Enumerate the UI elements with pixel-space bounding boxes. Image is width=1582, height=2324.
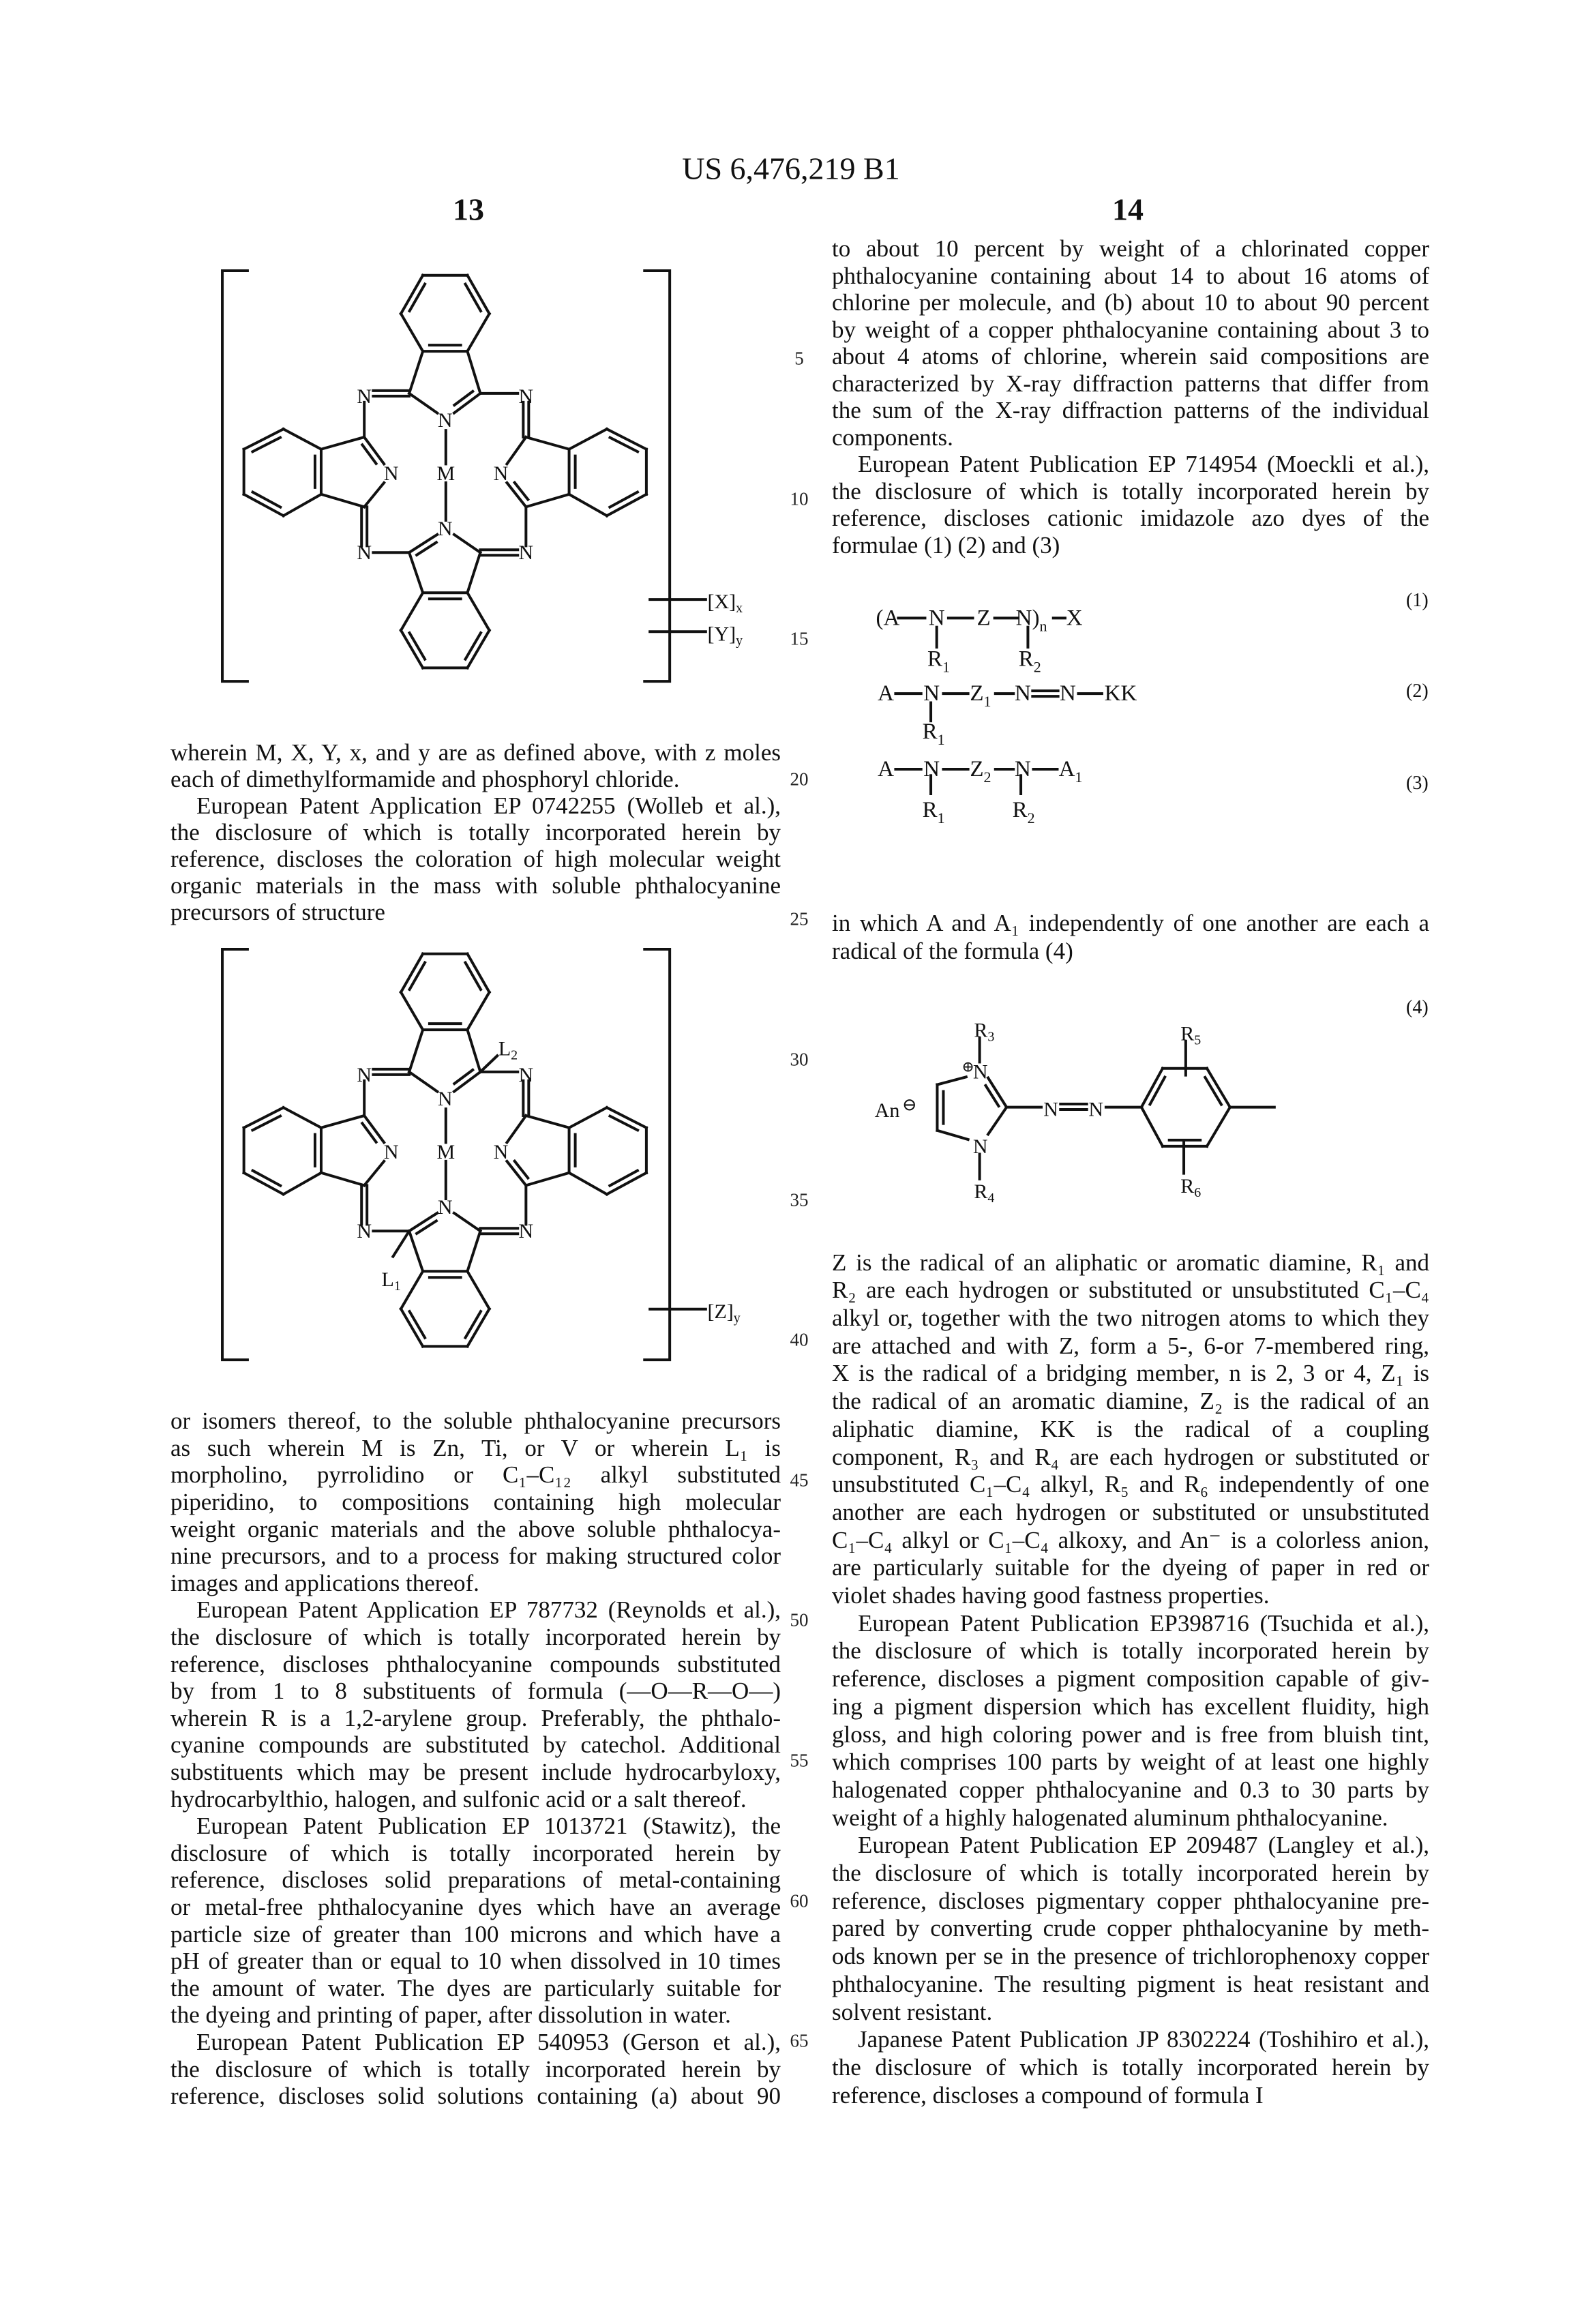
line-number: 45 xyxy=(790,1470,809,1491)
text-line: wherein R is a 1,2-arylene group. Preferably, the phthalo- xyxy=(170,1705,781,1732)
formula-3-atom-text: N xyxy=(923,757,940,781)
nitrogen-atom-label xyxy=(357,541,372,564)
double-bond-inner xyxy=(410,284,426,311)
text-line: by weight of a copper phthalocyanine containing about 3 to xyxy=(832,316,1429,344)
single-bond xyxy=(401,593,423,630)
formula-3-atom-text: A xyxy=(878,757,894,781)
text-line: alkyl or, together with the two nitrogen atoms to which they xyxy=(832,1305,1429,1332)
nitrogen-atom-label xyxy=(519,385,534,407)
text-line: reference, discloses solid solutions containing (a) about 90 xyxy=(170,2083,781,2110)
double-bond-inner xyxy=(362,1123,376,1142)
nitrogen-atom-label-text: N xyxy=(519,1220,534,1242)
formula-1-atom-text: (A xyxy=(876,606,900,630)
text-line: formulae (1) (2) and (3) xyxy=(832,532,1429,559)
single-bond xyxy=(467,552,480,593)
text-line: Z is the radical of an aliphatic or aromatic diamine, R₁ and xyxy=(832,1249,1429,1277)
double-bond-inner xyxy=(1150,1077,1165,1105)
formula-1-atom-text: N xyxy=(929,606,945,630)
nitrogen-atom-label xyxy=(519,541,534,564)
formula-3-atom-text: A xyxy=(1059,757,1075,781)
double-bond-inner xyxy=(454,391,473,405)
single-bond xyxy=(321,437,364,449)
text-line: the sum of the X-ray diffraction patterns of the individual xyxy=(832,397,1429,424)
formula-3-atom-text: Z xyxy=(970,757,983,781)
text-line: the disclosure of which is totally incorporated herein by xyxy=(832,1637,1429,1665)
formula-4-atom xyxy=(1088,1098,1103,1120)
metal-atom-label xyxy=(436,1141,455,1163)
text-line: nine precursors, and to a process for making structured color xyxy=(170,1543,781,1570)
text-line: Japanese Patent Publication JP 8302224 (Toshihiro et al.), xyxy=(858,2026,1429,2054)
single-bond xyxy=(454,1213,480,1231)
formula-1-atom xyxy=(1016,606,1047,634)
substituent-label xyxy=(707,1300,740,1326)
double-bond-inner xyxy=(465,284,481,311)
text-line: about 4 atoms of chlorine, wherein said compositions are xyxy=(832,343,1429,370)
line-number: 25 xyxy=(790,909,809,930)
substituent-label-text: [Y] xyxy=(707,623,736,645)
line-number: 65 xyxy=(790,2031,809,2052)
formula-4-atom xyxy=(902,1094,917,1114)
nitrogen-atom-label-text: N xyxy=(357,1220,372,1242)
formula-3-atom-subscript: 2 xyxy=(1028,809,1035,826)
text-line: chlorine per molecule, and (b) about 10 to about 90 percent xyxy=(832,289,1429,316)
formula-3-atom xyxy=(923,798,945,826)
formula-3-number: (3) xyxy=(1406,773,1429,794)
single-bond xyxy=(526,494,569,507)
formula-2-atom-text: Z xyxy=(970,681,983,706)
nitrogen-atom-label xyxy=(384,1141,399,1163)
single-bond xyxy=(467,1030,480,1072)
formula-4-atom-text: R xyxy=(1180,1022,1194,1045)
ligand-label-text: L xyxy=(382,1268,394,1291)
text-line: ods known per se in the presence of trichlorophenoxy copper xyxy=(832,1943,1429,1971)
line-number: 40 xyxy=(790,1330,809,1351)
text-line: reference, discloses a pigment composition capable of giv- xyxy=(832,1665,1429,1693)
substituent-label-text: [Z] xyxy=(707,1300,733,1322)
nitrogen-atom-label-text: N xyxy=(438,409,453,432)
single-bond xyxy=(988,1107,1006,1135)
nitrogen-atom-label-text: N xyxy=(357,385,372,407)
formula-2-atom-text: A xyxy=(878,681,894,706)
double-bond-inner xyxy=(410,633,426,659)
formula-1-atom xyxy=(927,646,950,675)
formula-2-atom xyxy=(970,681,991,710)
single-bond xyxy=(321,1173,364,1185)
text-line: each of dimethylformamide and phosphoryl chloride. xyxy=(170,766,781,792)
double-bond-inner xyxy=(985,1086,998,1106)
double-bond-inner xyxy=(610,438,638,452)
formula-2-atom-text: KK xyxy=(1105,681,1137,706)
double-bond-inner xyxy=(252,1116,280,1131)
text-line: ing a pigment dispersion which has excellent fluidity, high xyxy=(832,1693,1429,1721)
text-line: precursors of structure xyxy=(170,899,781,925)
text-line: European Patent Publication EP398716 (Tsuchida et al.), xyxy=(858,1610,1429,1638)
single-bond xyxy=(284,429,321,449)
formula-4-atom-text: ⊖ xyxy=(902,1094,917,1114)
formula-4-number: (4) xyxy=(1406,997,1429,1019)
single-bond xyxy=(467,351,480,393)
single-bond xyxy=(321,494,364,507)
substituent-label xyxy=(707,623,743,649)
text-line: aliphatic diamine, KK is the radical of a coupling xyxy=(832,1416,1429,1444)
nitrogen-atom-label-text: N xyxy=(438,517,453,539)
single-bond xyxy=(569,1173,607,1194)
nitrogen-atom-label xyxy=(519,1063,534,1086)
text-line: European Patent Publication EP 1013721 (Stawitz), the xyxy=(196,1813,781,1840)
single-bond xyxy=(569,494,607,516)
formula-4-atom xyxy=(1043,1098,1058,1120)
substituent-label xyxy=(707,591,743,616)
formula-3-atom xyxy=(970,757,991,786)
formula-2-atom-text: N xyxy=(1015,681,1031,706)
nitrogen-atom-label xyxy=(438,1195,453,1218)
line-number: 20 xyxy=(790,769,809,790)
formula-2-atom-text: R xyxy=(923,719,938,744)
double-bond-inner xyxy=(410,963,426,989)
formula-3-atom xyxy=(1059,757,1083,786)
text-line: the dyeing and printing of paper, after dissolution in water. xyxy=(170,2001,781,2029)
formula-2-atom-text: N xyxy=(923,681,940,706)
nitrogen-atom-label xyxy=(357,385,372,407)
single-bond xyxy=(401,1271,423,1309)
single-bond xyxy=(569,429,607,449)
nitrogen-atom-label-text: N xyxy=(384,462,399,485)
text-line: solvent resistant. xyxy=(832,1999,1429,2027)
formula-3-atom-text: R xyxy=(923,798,938,822)
substituent-label-subscript: x xyxy=(736,601,743,616)
text-line: wherein M, X, Y, x, and y are as defined above, with z moles xyxy=(170,739,781,766)
formula-1-atom-subscript: 2 xyxy=(1034,658,1041,675)
formula-4-atom-text: An xyxy=(875,1099,900,1121)
single-bond xyxy=(401,992,423,1030)
nitrogen-atom-label xyxy=(438,517,453,539)
single-bond xyxy=(454,535,480,552)
text-line: the disclosure of which is totally incorporated herein by xyxy=(170,1624,781,1651)
text-line: cyanine compounds are substituted by catechol. Additional xyxy=(170,1731,781,1759)
nitrogen-atom-label-text: N xyxy=(384,1141,399,1163)
formula-4-atom xyxy=(1180,1174,1201,1200)
text-line: weight of a highly halogenated aluminum phthalocyanine. xyxy=(832,1804,1429,1832)
double-bond-inner xyxy=(362,445,376,464)
formula-1-atom xyxy=(1019,646,1041,675)
double-bond-inner xyxy=(610,1116,638,1131)
ligand-label xyxy=(382,1268,401,1294)
line-number: 15 xyxy=(790,629,809,650)
single-bond xyxy=(364,483,384,507)
text-line: the amount of water. The dyes are particularly suitable for xyxy=(170,1975,781,2002)
right-bracket xyxy=(644,949,670,1360)
double-bond-inner xyxy=(410,1311,426,1338)
single-bond xyxy=(321,1116,364,1128)
single-bond xyxy=(526,1173,569,1185)
nitrogen-atom-label-text: N xyxy=(438,1195,453,1218)
text-line: R₂ are each hydrogen or substituted or unsubstituted C₁–C₄ xyxy=(832,1277,1429,1305)
metal-atom-label-text: M xyxy=(436,1141,455,1163)
text-line: to about 10 percent by weight of a chlorinated copper xyxy=(832,235,1429,263)
nitrogen-atom-label xyxy=(494,462,509,485)
line-number: 60 xyxy=(790,1890,809,1911)
single-bond xyxy=(569,1107,607,1128)
formula-3-atom-subscript: 2 xyxy=(984,768,991,785)
single-bond xyxy=(409,393,437,413)
double-bond-inner xyxy=(465,1311,481,1338)
formula-4-atom-text: N xyxy=(1088,1098,1103,1120)
text-line: phthalocyanine containing about 14 to about 16 atoms of xyxy=(832,263,1429,290)
double-bond-inner xyxy=(465,963,481,989)
formula-4-atom-text: R xyxy=(1180,1174,1194,1197)
single-bond xyxy=(401,314,423,351)
line-number: 10 xyxy=(790,488,809,509)
text-line: reference, discloses a compound of formula I xyxy=(832,2082,1429,2110)
metal-atom-label xyxy=(436,462,455,485)
single-bond xyxy=(284,494,321,516)
text-line: reference, discloses the coloration of high molecular weight xyxy=(170,846,781,872)
text-line: the disclosure of which is totally incorporated herein by xyxy=(832,478,1429,505)
formula-4-atom-text: N xyxy=(973,1060,988,1083)
double-bond-inner xyxy=(610,492,638,507)
formula-4-atom xyxy=(875,1099,900,1121)
formula-3-atom xyxy=(1015,757,1031,781)
nitrogen-atom-label xyxy=(384,462,399,485)
right-column-number: 14 xyxy=(1112,192,1144,228)
single-bond xyxy=(467,1271,489,1309)
double-bond-inner xyxy=(610,1171,638,1186)
text-line: organic materials in the mass with soluble phthalocyanine xyxy=(170,872,781,899)
text-line: pH of greater than or equal to 10 when dissolved in 10 times xyxy=(170,1948,781,1975)
text-line: phthalocyanine. The resulting pigment is heat resistant and xyxy=(832,1971,1429,1999)
text-line: unsubstituted C₁–C₄ alkyl, R₅ and R₆ independently of one xyxy=(832,1471,1429,1499)
nitrogen-atom-label-text: N xyxy=(494,462,509,485)
text-line: European Patent Application EP 787732 (Reynolds et al.), xyxy=(196,1596,781,1624)
single-bond xyxy=(526,1116,569,1128)
nitrogen-atom-label-text: N xyxy=(519,385,534,407)
nitrogen-atom-label-text: N xyxy=(438,1088,453,1110)
patent-page xyxy=(0,0,1582,2324)
formula-4-atom-text: R xyxy=(974,1180,987,1203)
formula-1-atom-text: Z xyxy=(976,606,990,630)
double-bond-inner xyxy=(253,1171,281,1186)
text-line: or isomers thereof, to the soluble phthalocyanine precursors xyxy=(170,1407,781,1435)
text-line: component, R₃ and R₄ are each hydrogen or substituted or xyxy=(832,1444,1429,1472)
nitrogen-atom-label xyxy=(494,1141,509,1163)
formula-4-atom-text: N xyxy=(1043,1098,1058,1120)
text-line: European Patent Application EP 0742255 (Wolleb et al.), xyxy=(196,792,781,819)
nitrogen-atom-label-text: N xyxy=(519,541,534,564)
single-bond xyxy=(1207,1107,1230,1146)
single-bond xyxy=(409,552,423,593)
formula-1-atom-text: R xyxy=(927,646,942,671)
formula-2-atom xyxy=(878,681,894,706)
text-line: the disclosure of which is totally incorporated herein by xyxy=(170,819,781,846)
formula-1-atom-text: N) xyxy=(1016,606,1040,630)
nitrogen-atom-label xyxy=(438,1088,453,1110)
nitrogen-atom-label xyxy=(438,409,453,432)
single-bond xyxy=(467,1231,480,1271)
ligand-bond xyxy=(393,1231,409,1256)
double-bond-inner xyxy=(454,1070,473,1084)
formula-4-atom-subscript: 6 xyxy=(1194,1185,1201,1200)
line-number: 35 xyxy=(790,1189,809,1210)
text-line: the disclosure of which is totally incorporated herein by xyxy=(170,2056,781,2083)
single-bond xyxy=(284,1173,321,1194)
text-line: or metal-free phthalocyanine dyes which have an average xyxy=(170,1894,781,1921)
text-line: the radical of an aromatic diamine, Z₂ is the radical of an xyxy=(832,1388,1429,1416)
nitrogen-atom-label xyxy=(357,1220,372,1242)
text-line: are particularly suitable for the dyeing of paper in red or xyxy=(832,1554,1429,1582)
single-bond xyxy=(467,593,489,630)
formula-2-atom-subscript: 1 xyxy=(984,693,991,710)
ligand-label xyxy=(498,1037,518,1063)
formula-4-atom xyxy=(974,1180,994,1206)
formula-1-atom-text: X xyxy=(1066,606,1083,630)
double-bond-inner xyxy=(252,438,280,452)
formula-4-atom-subscript: 4 xyxy=(987,1191,994,1206)
formula-1-atom xyxy=(976,606,990,630)
formula-3-atom-subscript: 1 xyxy=(938,809,945,826)
left-column-number: 13 xyxy=(453,192,484,228)
formula-4-atom-subscript: 5 xyxy=(1194,1032,1201,1047)
text-line: radical of the formula (4) xyxy=(832,937,1429,965)
formula-3-atom-text: R xyxy=(1013,798,1028,822)
formula-4-atom-text: N xyxy=(973,1135,988,1157)
ligand-bond xyxy=(480,1056,497,1072)
formula-2-atom xyxy=(1060,681,1076,706)
text-line: by from 1 to 8 substituents of formula (—O—R—O—) xyxy=(170,1678,781,1705)
nitrogen-atom-label-text: N xyxy=(494,1141,509,1163)
text-line: violet shades having good fastness properties. xyxy=(832,1582,1429,1610)
formula-2-atom-text: N xyxy=(1060,681,1076,706)
single-bond xyxy=(409,1231,423,1271)
text-line: morpholino, pyrrolidino or C₁–C₁₂ alkyl substituted xyxy=(170,1461,781,1489)
nitrogen-atom-label-text: N xyxy=(519,1063,534,1086)
nitrogen-atom-label-text: N xyxy=(357,1063,372,1086)
text-line: the disclosure of which is totally incorporated herein by xyxy=(832,1860,1429,1888)
text-line: weight organic materials and the above soluble phthalocya- xyxy=(170,1516,781,1543)
line-number: 50 xyxy=(790,1610,809,1631)
text-line: are attached and with Z, form a 5-, 6-or 7-membered ring, xyxy=(832,1332,1429,1360)
single-bond xyxy=(1141,1107,1163,1146)
ligand-label-subscript: 1 xyxy=(394,1279,401,1294)
text-line: particle size of greater than 100 microns and which have a xyxy=(170,1921,781,1948)
formula-1-atom-subscript: 1 xyxy=(942,658,950,675)
nitrogen-atom-label xyxy=(357,1063,372,1086)
text-line: components. xyxy=(832,424,1429,451)
formula-4-atom xyxy=(973,1060,988,1083)
formula-2-number: (2) xyxy=(1406,681,1429,702)
chemical-structures xyxy=(0,0,1582,2324)
substituent-label-subscript: y xyxy=(736,633,743,648)
single-bond xyxy=(937,1077,966,1084)
formula-3-atom-subscript: 1 xyxy=(1075,768,1082,785)
single-bond xyxy=(409,1030,423,1072)
text-line: another are each hydrogen or substituted or unsubstituted xyxy=(832,1499,1429,1527)
formula-1-number: (1) xyxy=(1406,590,1429,612)
formula-1-atom-subscript: n xyxy=(1040,617,1047,634)
single-bond xyxy=(507,1116,526,1142)
formula-2-atom xyxy=(923,719,945,748)
text-line: reference, discloses pigmentary copper phthalocyanine pre- xyxy=(832,1888,1429,1916)
line-number: 30 xyxy=(790,1049,809,1071)
single-bond xyxy=(507,437,526,464)
formula-2-atom-subscript: 1 xyxy=(938,731,945,748)
formula-4-atom-text: R xyxy=(974,1019,987,1041)
formula-3-atom xyxy=(1013,798,1035,826)
text-line: images and applications thereof. xyxy=(170,1570,781,1597)
text-line: characterized by X-ray diffraction patterns that differ from xyxy=(832,370,1429,398)
single-bond xyxy=(284,1107,321,1128)
text-line: as such wherein M is Zn, Ti, or V or wherein L₁ is xyxy=(170,1435,781,1462)
single-bond xyxy=(467,992,489,1030)
text-line: European Patent Publication EP 540953 (Gerson et al.), xyxy=(196,2029,781,2056)
text-line: reference, discloses solid preparations of metal-containing xyxy=(170,1866,781,1894)
text-line: piperidino, to compositions containing high molecular xyxy=(170,1489,781,1516)
line-number: 55 xyxy=(790,1751,809,1772)
substituent-label-subscript: y xyxy=(734,1311,741,1326)
metal-atom-label-text: M xyxy=(436,462,455,485)
nitrogen-atom-label-text: N xyxy=(357,541,372,564)
formula-2-atom xyxy=(1105,681,1137,706)
ligand-label-text: L xyxy=(498,1037,511,1060)
text-line: X is the radical of a bridging member, n is 2, 3 or 4, Z₁ is xyxy=(832,1360,1429,1388)
text-line: gloss, and high coloring power and is free from bluish tint, xyxy=(832,1721,1429,1749)
patent-number: US 6,476,219 B1 xyxy=(682,151,899,187)
formula-3-atom xyxy=(878,757,894,781)
substituent-label-text: [X] xyxy=(707,591,736,613)
text-line: reference, discloses phthalocyanine compounds substituted xyxy=(170,1651,781,1678)
text-line: substituents which may be present include hydrocarbyloxy, xyxy=(170,1759,781,1786)
ligand-label-subscript: 2 xyxy=(511,1048,518,1063)
formula-1-atom-text: R xyxy=(1019,646,1034,671)
formula-4-atom-text: ⊕ xyxy=(961,1058,974,1075)
double-bond-inner xyxy=(465,633,481,659)
single-bond xyxy=(937,1131,968,1139)
text-line: which comprises 100 parts by weight of at least one highly xyxy=(832,1748,1429,1776)
text-line: disclosure of which is totally incorporated herein by xyxy=(170,1840,781,1867)
single-bond xyxy=(409,351,423,393)
single-bond xyxy=(526,437,569,449)
right-bracket xyxy=(644,271,670,681)
text-line: European Patent Publication EP 714954 (Moeckli et al.), xyxy=(858,451,1429,478)
nitrogen-atom-label xyxy=(519,1220,534,1242)
text-line: the disclosure of which is totally incorporated herein by xyxy=(832,2054,1429,2082)
formula-1-atom xyxy=(876,606,900,630)
formula-2-atom xyxy=(1015,681,1031,706)
formula-4-atom xyxy=(974,1019,994,1045)
single-bond xyxy=(364,1161,384,1185)
formula-4-atom-subscript: 3 xyxy=(987,1029,994,1044)
text-line: C₁–C₄ alkyl or C₁–C₄ alkoxy, and An⁻ is a colorless anion, xyxy=(832,1527,1429,1555)
formula-1-atom xyxy=(1066,606,1083,630)
formula-3-atom-text: N xyxy=(1015,757,1031,781)
text-line: European Patent Publication EP 209487 (Langley et al.), xyxy=(858,1832,1429,1860)
single-bond xyxy=(409,1072,437,1092)
text-line: in which A and A₁ independently of one another are each a xyxy=(832,909,1429,937)
single-bond xyxy=(467,314,489,351)
text-line: halogenated copper phthalocyanine and 0.3 to 30 parts by xyxy=(832,1776,1429,1804)
double-bond-inner xyxy=(253,492,281,507)
formula-4-atom xyxy=(1180,1022,1201,1048)
line-number: 5 xyxy=(794,348,804,370)
text-line: reference, discloses cationic imidazole azo dyes of the xyxy=(832,505,1429,532)
text-line: hydrocarbylthio, halogen, and sulfonic acid or a salt thereof. xyxy=(170,1786,781,1813)
text-line: pared by converting crude copper phthalocyanine by meth- xyxy=(832,1915,1429,1943)
